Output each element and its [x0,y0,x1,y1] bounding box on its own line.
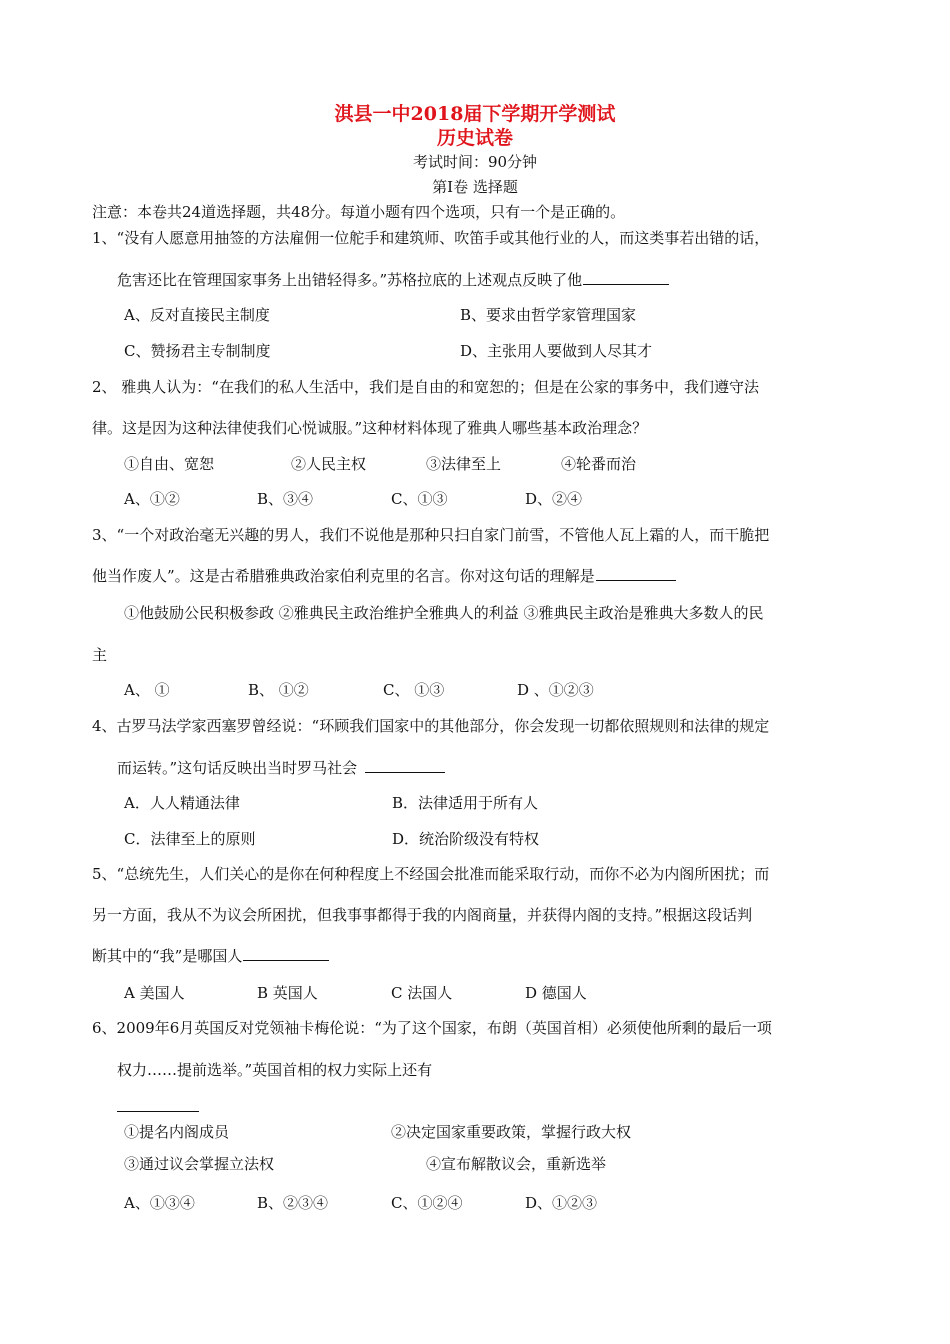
answer-blank [365,758,445,773]
question-stem-continued: 另一方面，我从不为议会所困扰，但我事事都得于我的内阁商量，并获得内阁的支持。”根据这段话判 [92,906,753,924]
option-c: C 法国人 [391,984,453,1002]
question-stem: 1、“没有人愿意用抽签的方法雇佣一位舵手和建筑师、吹笛手或其他行业的人，而这类事若出错的话， [92,229,770,247]
option-a: A、反对直接民主制度 [124,306,270,324]
option-b: B．法律适用于所有人 [392,794,539,812]
statement-2: ②人民主权 [291,455,367,473]
option-d: D 德国人 [525,984,587,1002]
statements-line: ①他鼓励公民积极参政 ②雅典民主政治维护全雅典人的利益 ③雅典民主政治是雅典大多数人的民 [124,604,764,622]
question-stem-text: 危害还比在管理国家事务上出错轻得多。”苏格拉底的上述观点反映了他 [117,271,583,289]
answer-blank [243,946,329,961]
statement-3: ③法律至上 [426,455,502,473]
option-d: D 、①②③ [517,681,594,699]
question-stem: 4、古罗马法学家西塞罗曾经说：“环顾我们国家中的其他部分，你会发现一切都依照规则和法律的规定 [92,717,770,735]
statement-4: ④轮番而治 [561,455,637,473]
question-stem-text: 他当作废人”。这是古希腊雅典政治家伯利克里的名言。你对这句话的理解是 [92,567,595,585]
question-stem: 5、“总统先生，人们关心的是你在何种程度上不经国会批准而能采取行动，而你不必为内阁所困扰；而 [92,865,770,883]
option-a: A、①② [124,490,180,508]
option-a: A、①③④ [124,1194,195,1212]
question-stem-continued [92,566,676,586]
option-a: A 美国人 [124,984,185,1002]
option-b: B 英国人 [257,984,318,1002]
question-stem-continued [117,270,669,290]
statement-2: ②决定国家重要政策，掌握行政大权 [391,1123,632,1141]
option-c: C、①②④ [391,1194,463,1212]
option-d: D、①②③ [525,1194,598,1212]
option-d: D．统治阶级没有特权 [392,830,540,848]
option-a: A．人人精通法律 [124,794,240,812]
section-heading: 第Ⅰ卷 选择题 [432,178,518,196]
question-stem-continued [117,758,445,778]
option-c: C、 ①③ [383,681,445,699]
statements-line-continued: 主 [92,646,108,664]
question-stem: 3、“一个对政治毫无兴趣的男人，我们不说他是那种只扫自家门前雪，不管他人瓦上霜的人，而干脆把 [92,526,770,544]
statement-1: ①自由、宽恕 [124,455,215,473]
option-b: B、③④ [257,490,314,508]
option-d: D、主张用人要做到人尽其才 [460,342,653,360]
option-b: B、要求由哲学家管理国家 [460,306,637,324]
option-b: B、 ①② [248,681,309,699]
statement-1: ①提名内阁成员 [124,1123,230,1141]
answer-blank [596,566,676,581]
exam-subtitle: 历史试卷 [436,127,513,149]
answer-blank [583,270,669,285]
question-stem-continued: 权力……提前选举。”英国首相的权力实际上还有 [117,1061,433,1079]
question-stem: 2、 雅典人认为：“在我们的私人生活中，我们是自由的和宽恕的；但是在公家的事务中，我们遵守法 [92,378,759,396]
statement-3: ③通过议会掌握立法权 [124,1155,275,1173]
question-stem-continued: 律。这是因为这种法律使我们心悦诚服。”这种材料体现了雅典人哪些基本政治理念？ [92,419,648,437]
answer-blank [117,1110,199,1112]
notice-text: 注意：本卷共24道选择题，共48分。每道小题有四个选项，只有一个是正确的。 [92,203,626,221]
option-c: C．法律至上的原则 [124,830,256,848]
exam-time: 考试时间：90分钟 [412,153,538,171]
option-a: A、 ① [124,681,170,699]
question-stem-text: 而运转。”这句话反映出当时罗马社会 [117,759,358,777]
exam-title: 淇县一中2018届下学期开学测试 [334,103,616,125]
question-stem: 6、2009年6月英国反对党领袖卡梅伦说：“为了这个国家，布朗（英国首相）必须使他所剩的最后一项 [92,1019,772,1037]
option-c: C、赞扬君主专制制度 [124,342,271,360]
question-stem-final [92,946,329,966]
option-d: D、②④ [525,490,583,508]
option-c: C、①③ [391,490,448,508]
option-b: B、②③④ [257,1194,329,1212]
statement-4: ④宣布解散议会，重新选举 [426,1155,607,1173]
question-stem-text: 断其中的“我”是哪国人 [92,947,243,965]
